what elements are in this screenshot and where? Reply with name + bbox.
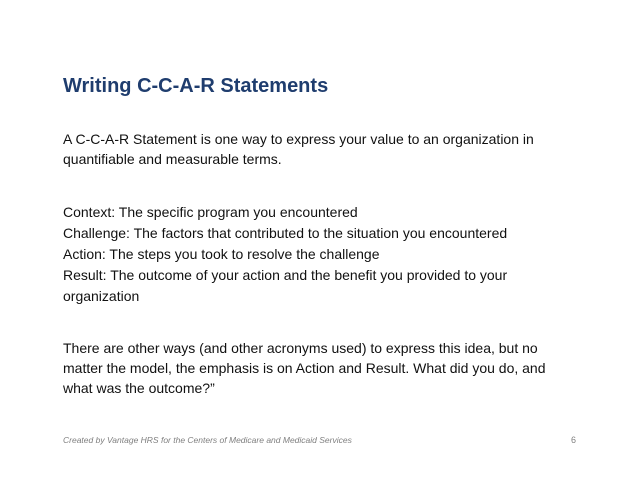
closing-line-2: matter the model, the emphasis is on Action and Result. What did you do, and bbox=[63, 360, 546, 376]
footer-credit: Created by Vantage HRS for the Centers of Medicare and Medicaid Services bbox=[63, 435, 352, 445]
definition-context: Context: The specific program you encountered bbox=[63, 204, 358, 220]
definitions-list bbox=[63, 202, 583, 307]
slide-title: Writing C-C-A-R Statements bbox=[63, 75, 329, 97]
intro-line-2: quantifiable and measurable terms. bbox=[63, 151, 282, 167]
closing-line-3: what was the outcome?” bbox=[63, 380, 215, 396]
closing-paragraph bbox=[63, 338, 583, 398]
definition-action: Action: The steps you took to resolve the challenge bbox=[63, 246, 380, 262]
closing-line-1: There are other ways (and other acronyms used) to express this idea, but no bbox=[63, 340, 538, 356]
intro-paragraph bbox=[63, 129, 583, 169]
definition-result-line-1: Result: The outcome of your action and the benefit you provided to your bbox=[63, 267, 508, 283]
page-number: 6 bbox=[570, 435, 576, 445]
definition-challenge: Challenge: The factors that contributed to the situation you encountered bbox=[63, 225, 508, 241]
definition-result-line-2: organization bbox=[63, 288, 140, 304]
intro-line-1: A C-C-A-R Statement is one way to express your value to an organization in bbox=[63, 131, 534, 147]
